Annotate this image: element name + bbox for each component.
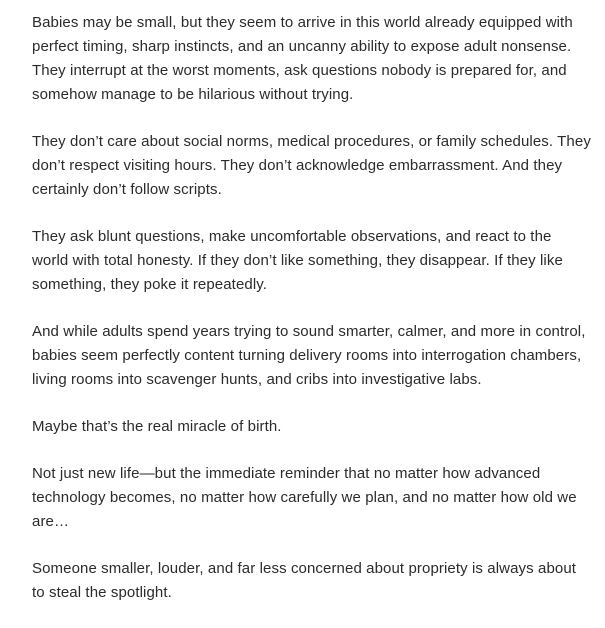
paragraph-2: They don’t care about social norms, medical procedures, or family schedules. They don’t respect visiting hours. They don’t acknowledge embarrassment. And they certainly don’t follow scripts. bbox=[32, 133, 591, 198]
paragraph-3: They ask blunt questions, make uncomfortable observations, and react to the world with total honesty. If they don’t like something, they disappear. If they like something, they poke it repeatedly. bbox=[32, 228, 563, 293]
paragraph-4: And while adults spend years trying to sound smarter, calmer, and more in control, babies seem perfectly content turning delivery rooms into interrogation chambers, living rooms into scavenger hunts, and cribs into investigative labs. bbox=[32, 323, 586, 388]
paragraph-7: Someone smaller, louder, and far less concerned about propriety is always about to steal the spotlight. bbox=[32, 560, 577, 601]
paragraph-5: Maybe that’s the real miracle of birth. bbox=[32, 418, 282, 435]
article-body bbox=[32, 11, 592, 628]
paragraph-6: Not just new life—but the immediate reminder that no matter how advanced technology becomes, no matter how carefully we plan, and no matter how old we are… bbox=[32, 465, 577, 530]
paragraph-1: Babies may be small, but they seem to arrive in this world already equipped with perfect timing, sharp instincts, and an uncanny ability to expose adult nonsense. They interrupt at the worst moments, ask questions nobody is prepared for, and somehow manage to be hilarious without trying. bbox=[32, 14, 573, 103]
